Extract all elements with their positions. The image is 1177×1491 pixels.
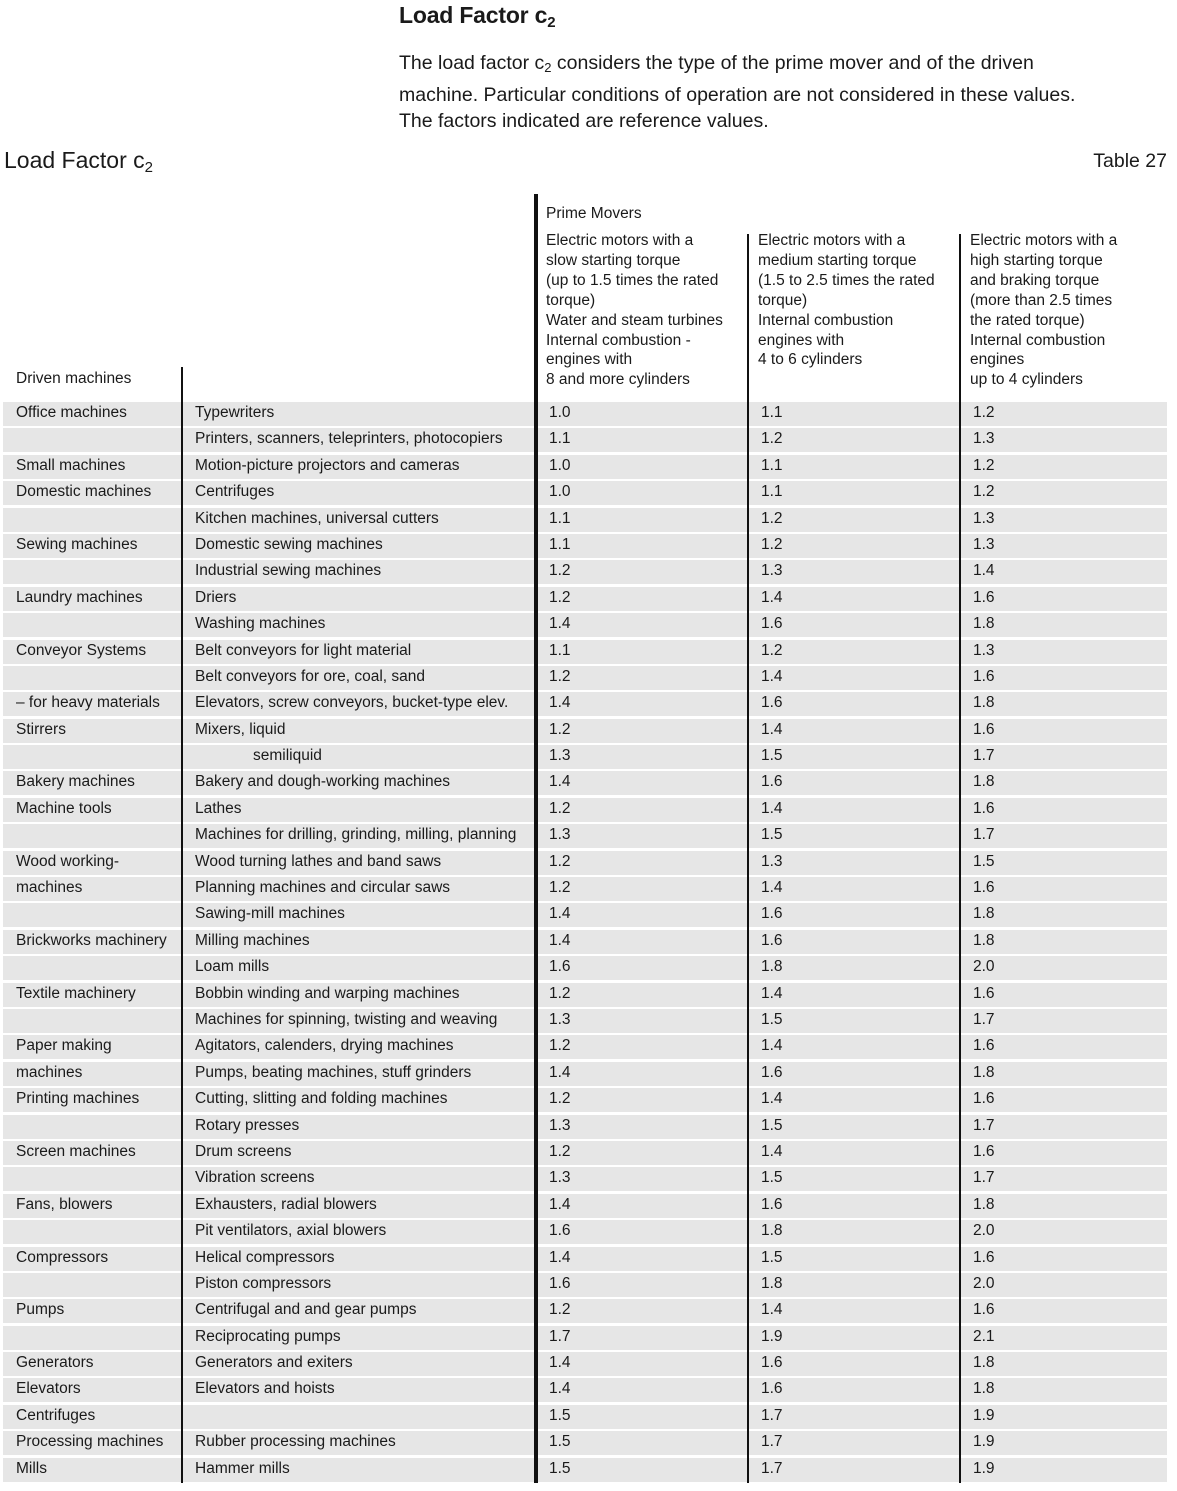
- factor-cell-3: 2.0: [973, 958, 995, 976]
- factor-cell-3: 1.8: [973, 1354, 995, 1372]
- factor-cell-1: 1.4: [549, 1380, 571, 1398]
- factor-cell-2: 1.8: [761, 1274, 783, 1292]
- table-row: [3, 719, 1167, 745]
- machine-cell: Loam mills: [195, 958, 270, 976]
- machine-cell: Lathes: [195, 799, 242, 817]
- factor-cell-3: 1.6: [973, 1248, 995, 1266]
- header-col1-line: Internal combustion -: [546, 331, 691, 349]
- table-row: [3, 1299, 1167, 1325]
- table-row: [3, 1458, 1167, 1484]
- factor-cell-3: 1.8: [973, 931, 995, 949]
- factor-cell-1: 1.1: [549, 641, 571, 659]
- category-cell: – for heavy materials: [16, 694, 160, 712]
- category-cell: Fans, blowers: [16, 1195, 113, 1213]
- machine-cell: Reciprocating pumps: [195, 1327, 341, 1345]
- factor-cell-2: 1.7: [761, 1459, 783, 1477]
- machine-cell: Helical compressors: [195, 1248, 335, 1266]
- machine-cell: Bakery and dough-working machines: [195, 773, 451, 791]
- factor-cell-2: 1.5: [761, 747, 783, 765]
- table-row: [3, 587, 1167, 613]
- category-cell: Domestic machines: [16, 483, 152, 501]
- factor-cell-1: 1.4: [549, 931, 571, 949]
- category-cell: Brickworks machinery: [16, 931, 167, 949]
- section-title-subscript: 2: [547, 14, 556, 31]
- factor-cell-2: 1.5: [761, 1169, 783, 1187]
- table-row: [3, 930, 1167, 956]
- factor-cell-1: 1.1: [549, 535, 571, 553]
- factor-cell-3: 1.3: [973, 535, 995, 553]
- category-cell: Screen machines: [16, 1142, 136, 1160]
- factor-cell-2: 1.4: [761, 1301, 783, 1319]
- factor-cell-3: 1.8: [973, 773, 995, 791]
- category-cell: Sewing machines: [16, 535, 138, 553]
- factor-cell-2: 1.3: [761, 562, 783, 580]
- factor-cell-2: 1.2: [761, 641, 783, 659]
- factor-cell-3: 1.7: [973, 1116, 995, 1134]
- factor-cell-1: 1.4: [549, 1354, 571, 1372]
- factor-cell-1: 1.3: [549, 1116, 571, 1134]
- factor-cell-3: 1.6: [973, 1301, 995, 1319]
- category-cell: Stirrers: [16, 720, 66, 738]
- factor-cell-3: 1.8: [973, 694, 995, 712]
- header-col3-line: engines: [970, 351, 1025, 369]
- intro-line-1-subscript: 2: [544, 60, 552, 75]
- table-body: [3, 402, 1167, 1484]
- factor-cell-3: 1.6: [973, 1090, 995, 1108]
- factor-cell-3: 1.6: [973, 984, 995, 1002]
- factor-cell-3: 1.9: [973, 1406, 995, 1424]
- header-col1-line: torque): [546, 291, 596, 309]
- factor-cell-2: 1.6: [761, 773, 783, 791]
- factor-cell-1: 1.2: [549, 1037, 571, 1055]
- machine-cell: Sawing-mill machines: [195, 905, 345, 923]
- category-cell: Elevators: [16, 1380, 81, 1398]
- factor-cell-2: 1.4: [761, 667, 783, 685]
- factor-cell-2: 1.4: [761, 720, 783, 738]
- factor-cell-2: 1.6: [761, 1380, 783, 1398]
- factor-cell-2: 1.2: [761, 535, 783, 553]
- factor-cell-3: 1.6: [973, 588, 995, 606]
- factor-cell-3: 2.1: [973, 1327, 995, 1345]
- factor-cell-1: 1.7: [549, 1327, 571, 1345]
- factor-cell-3: 1.6: [973, 720, 995, 738]
- table-row: [3, 481, 1167, 507]
- factor-cell-2: 1.1: [761, 483, 783, 501]
- machine-cell: Centrifugal and and gear pumps: [195, 1301, 417, 1319]
- factor-cell-1: 1.0: [549, 456, 571, 474]
- factor-cell-3: 1.7: [973, 826, 995, 844]
- factor-cell-2: 1.9: [761, 1327, 783, 1345]
- factor-cell-3: 1.7: [973, 747, 995, 765]
- machine-cell: Driers: [195, 588, 237, 606]
- category-cell: Mills: [16, 1459, 47, 1477]
- intro-line-1b: considers the type of the prime mover and of the driven: [551, 52, 1034, 74]
- factor-cell-1: 1.2: [549, 720, 571, 738]
- factor-cell-1: 1.2: [549, 1142, 571, 1160]
- intro-line-1a: The load factor c: [399, 52, 545, 74]
- factor-cell-3: 1.2: [973, 483, 995, 501]
- table-row: [3, 1035, 1167, 1061]
- category-cell: Laundry machines: [16, 588, 143, 606]
- machine-cell: Mixers, liquid: [195, 720, 286, 738]
- table-row: [3, 692, 1167, 718]
- factor-cell-1: 1.4: [549, 773, 571, 791]
- category-cell: Pumps: [16, 1301, 65, 1319]
- category-cell: machines: [16, 1063, 83, 1081]
- factor-cell-2: 1.4: [761, 1142, 783, 1160]
- section-title-text: Load Factor c: [399, 2, 548, 28]
- divider-col3: [959, 234, 961, 1483]
- category-cell: Small machines: [16, 456, 126, 474]
- intro-line-3: The factors indicated are reference values.: [399, 110, 769, 132]
- table-row: [3, 1405, 1167, 1431]
- machine-cell: Hammer mills: [195, 1459, 290, 1477]
- table-row: [3, 508, 1167, 534]
- factor-cell-1: 1.4: [549, 615, 571, 633]
- factor-cell-3: 1.6: [973, 1142, 995, 1160]
- machine-cell: semiliquid: [253, 747, 322, 765]
- factor-cell-3: 1.8: [973, 615, 995, 633]
- factor-cell-2: 1.1: [761, 404, 783, 421]
- machine-cell: Agitators, calenders, drying machines: [195, 1037, 454, 1055]
- table-row: [3, 455, 1167, 481]
- table-number: Table 27: [1093, 150, 1167, 172]
- factor-cell-1: 1.4: [549, 694, 571, 712]
- factor-cell-2: 1.4: [761, 799, 783, 817]
- header-col3-line: high starting torque: [970, 251, 1103, 269]
- factor-cell-3: 1.6: [973, 667, 995, 685]
- table-row: [3, 1088, 1167, 1114]
- factor-cell-1: 1.6: [549, 1222, 571, 1240]
- divider-category: [181, 367, 183, 1483]
- category-cell: Machine tools: [16, 799, 112, 817]
- machine-cell: Washing machines: [195, 615, 326, 633]
- machine-cell: Machines for drilling, grinding, milling, planning: [195, 826, 517, 844]
- table-row: [3, 1378, 1167, 1404]
- factor-cell-1: 1.2: [549, 1301, 571, 1319]
- factor-cell-1: 1.2: [549, 667, 571, 685]
- factor-cell-2: 1.4: [761, 588, 783, 606]
- table-row: [3, 1431, 1167, 1457]
- factor-cell-1: 1.4: [549, 905, 571, 923]
- divider-prime-movers: [534, 194, 538, 1483]
- machine-cell: Belt conveyors for light material: [195, 641, 412, 659]
- machine-cell: Kitchen machines, universal cutters: [195, 509, 439, 527]
- header-prime-movers: Prime Movers: [546, 205, 642, 222]
- factor-cell-1: 1.3: [549, 747, 571, 765]
- table-row: [3, 613, 1167, 639]
- machine-cell: Piston compressors: [195, 1274, 332, 1292]
- category-cell: Bakery machines: [16, 773, 135, 791]
- category-cell: Office machines: [16, 404, 127, 421]
- category-cell: Centrifuges: [16, 1406, 96, 1424]
- factor-cell-3: 1.7: [973, 1010, 995, 1028]
- factor-cell-1: 1.1: [549, 430, 571, 448]
- header-col1-line: slow starting torque: [546, 251, 681, 269]
- machine-cell: Elevators, screw conveyors, bucket-type elev.: [195, 694, 509, 712]
- factor-cell-1: 1.5: [549, 1406, 571, 1424]
- factor-cell-2: 1.4: [761, 879, 783, 897]
- machine-cell: Elevators and hoists: [195, 1380, 335, 1398]
- factor-cell-2: 1.2: [761, 430, 783, 448]
- intro-section: [399, 0, 1169, 135]
- table-row: [3, 983, 1167, 1009]
- factor-cell-3: 1.9: [973, 1459, 995, 1477]
- factor-cell-3: 1.6: [973, 1037, 995, 1055]
- machine-cell: Bobbin winding and warping machines: [195, 984, 460, 1002]
- header-col3-line: Internal combustion: [970, 331, 1106, 349]
- machine-cell: Drum screens: [195, 1142, 292, 1160]
- machine-cell: Machines for spinning, twisting and weaving: [195, 1010, 498, 1028]
- factor-cell-2: 1.7: [761, 1433, 783, 1451]
- factor-cell-2: 1.7: [761, 1406, 783, 1424]
- factor-cell-3: 1.3: [973, 430, 995, 448]
- table-row: [3, 640, 1167, 666]
- factor-cell-1: 1.4: [549, 1063, 571, 1081]
- factor-cell-1: 1.2: [549, 879, 571, 897]
- machine-cell: Belt conveyors for ore, coal, sand: [195, 667, 426, 685]
- header-driven-machines: Driven machines: [16, 370, 132, 387]
- header-col1-line: 8 and more cylinders: [546, 371, 690, 389]
- header-col1-line: (up to 1.5 times the rated: [546, 271, 719, 289]
- factor-cell-1: 1.2: [549, 1090, 571, 1108]
- factor-cell-1: 1.2: [549, 799, 571, 817]
- category-cell: Paper making: [16, 1037, 112, 1055]
- factor-cell-2: 1.8: [761, 958, 783, 976]
- factor-cell-1: 1.6: [549, 958, 571, 976]
- table-row: [3, 1115, 1167, 1141]
- header-col2-line: (1.5 to 2.5 times the rated: [758, 271, 935, 289]
- header-col3-line: (more than 2.5 times: [970, 291, 1113, 309]
- table-row: [3, 402, 1167, 428]
- factor-cell-3: 1.8: [973, 1063, 995, 1081]
- table-caption-title: [4, 144, 153, 184]
- factor-cell-2: 1.4: [761, 984, 783, 1002]
- factor-cell-3: 1.2: [973, 456, 995, 474]
- intro-paragraph: [399, 50, 1169, 135]
- table-row: [3, 1326, 1167, 1352]
- factor-cell-3: 1.6: [973, 799, 995, 817]
- factor-cell-1: 1.5: [549, 1433, 571, 1451]
- category-cell: machines: [16, 879, 83, 897]
- factor-cell-2: 1.1: [761, 456, 783, 474]
- header-column-medium-torque: [758, 231, 963, 370]
- machine-cell: Wood turning lathes and band saws: [195, 852, 442, 870]
- factor-cell-1: 1.4: [549, 1248, 571, 1266]
- factor-cell-2: 1.4: [761, 1037, 783, 1055]
- factor-cell-2: 1.3: [761, 852, 783, 870]
- table-row: [3, 560, 1167, 586]
- factor-cell-1: 1.3: [549, 1010, 571, 1028]
- header-col2-line: Internal combustion: [758, 311, 894, 329]
- intro-line-2: machine. Particular conditions of operation are not considered in these values.: [399, 83, 1076, 106]
- header-col3-line: and braking torque: [970, 271, 1100, 289]
- table-row: [3, 1220, 1167, 1246]
- machine-cell: Rotary presses: [195, 1116, 300, 1134]
- machine-cell: Milling machines: [195, 931, 310, 949]
- factor-cell-2: 1.8: [761, 1222, 783, 1240]
- table-row: [3, 1062, 1167, 1088]
- factor-cell-1: 1.3: [549, 1169, 571, 1187]
- category-cell: Wood working-: [16, 852, 120, 870]
- table-row: [3, 1273, 1167, 1299]
- factor-cell-2: 1.5: [761, 826, 783, 844]
- header-column-high-torque: [970, 231, 1175, 390]
- factor-cell-3: 1.3: [973, 641, 995, 659]
- factor-cell-2: 1.6: [761, 931, 783, 949]
- section-title: [399, 0, 1169, 38]
- machine-cell: Generators and exiters: [195, 1354, 353, 1372]
- table-row: [3, 903, 1167, 929]
- factor-cell-1: 1.0: [549, 404, 571, 421]
- header-col2-line: 4 to 6 cylinders: [758, 351, 863, 369]
- factor-cell-2: 1.5: [761, 1116, 783, 1134]
- header-col3-line: Electric motors with a: [970, 232, 1118, 249]
- table-row: [3, 666, 1167, 692]
- factor-cell-2: 1.6: [761, 1354, 783, 1372]
- factor-cell-3: 1.7: [973, 1169, 995, 1187]
- factor-cell-1: 1.2: [549, 984, 571, 1002]
- factor-cell-2: 1.6: [761, 905, 783, 923]
- divider-col2: [747, 234, 749, 1483]
- factor-cell-1: 1.6: [549, 1274, 571, 1292]
- machine-cell: Industrial sewing machines: [195, 562, 382, 580]
- factor-cell-2: 1.6: [761, 694, 783, 712]
- machine-cell: Motion-picture projectors and cameras: [195, 456, 460, 474]
- factor-cell-3: 1.3: [973, 509, 995, 527]
- factor-cell-1: 1.5: [549, 1459, 571, 1477]
- factor-cell-2: 1.5: [761, 1248, 783, 1266]
- table-caption-subscript: 2: [144, 159, 153, 176]
- machine-cell: Centrifuges: [195, 483, 275, 501]
- header-col2-line: Electric motors with a: [758, 232, 906, 249]
- category-cell: Printing machines: [16, 1090, 140, 1108]
- table-row: [3, 877, 1167, 903]
- table-row: [3, 534, 1167, 560]
- machine-cell: Pumps, beating machines, stuff grinders: [195, 1063, 472, 1081]
- factor-cell-3: 1.4: [973, 562, 995, 580]
- factor-cell-2: 1.4: [761, 1090, 783, 1108]
- machine-cell: Domestic sewing machines: [195, 535, 383, 553]
- table-row: [3, 798, 1167, 824]
- table-row: [3, 1167, 1167, 1193]
- table-row: [3, 956, 1167, 982]
- table-row: [3, 824, 1167, 850]
- factor-cell-1: 1.2: [549, 562, 571, 580]
- factor-cell-2: 1.6: [761, 615, 783, 633]
- factor-cell-3: 1.8: [973, 1195, 995, 1213]
- table-row: [3, 428, 1167, 454]
- machine-cell: Printers, scanners, teleprinters, photocopiers: [195, 430, 503, 448]
- intro-line-1: [399, 50, 1169, 82]
- category-cell: Conveyor Systems: [16, 641, 147, 659]
- machine-cell: Cutting, slitting and folding machines: [195, 1090, 448, 1108]
- header-col1-line: engines with: [546, 351, 633, 369]
- machine-cell: Pit ventilators, axial blowers: [195, 1222, 387, 1240]
- factor-cell-3: 1.8: [973, 905, 995, 923]
- table-row: [3, 1352, 1167, 1378]
- factor-cell-1: 1.4: [549, 1195, 571, 1213]
- header-col3-line: up to 4 cylinders: [970, 371, 1083, 389]
- factor-cell-3: 1.9: [973, 1433, 995, 1451]
- table-caption-title-text: Load Factor c: [4, 147, 145, 173]
- factor-cell-1: 1.2: [549, 852, 571, 870]
- category-cell: Compressors: [16, 1248, 109, 1266]
- machine-cell: Rubber processing machines: [195, 1433, 396, 1451]
- header-col1-line: Water and steam turbines: [546, 311, 723, 329]
- table-row: [3, 771, 1167, 797]
- factor-cell-1: 1.1: [549, 509, 571, 527]
- factor-cell-2: 1.6: [761, 1063, 783, 1081]
- machine-cell: Vibration screens: [195, 1169, 315, 1187]
- factor-cell-3: 1.2: [973, 404, 995, 421]
- table-row: [3, 1009, 1167, 1035]
- table-row: [3, 1141, 1167, 1167]
- factor-cell-3: 2.0: [973, 1274, 995, 1292]
- machine-cell: Exhausters, radial blowers: [195, 1195, 377, 1213]
- factor-cell-1: 1.2: [549, 588, 571, 606]
- table-row: [3, 1247, 1167, 1273]
- factor-cell-3: 2.0: [973, 1222, 995, 1240]
- machine-cell: Planning machines and circular saws: [195, 879, 451, 897]
- machine-cell: Typewriters: [195, 404, 275, 421]
- category-cell: Generators: [16, 1354, 94, 1372]
- factor-cell-3: 1.8: [973, 1380, 995, 1398]
- header-col2-line: medium starting torque: [758, 251, 917, 269]
- table-row: [3, 1194, 1167, 1220]
- header-column-slow-torque: [546, 231, 751, 390]
- header-col3-line: the rated torque): [970, 311, 1085, 329]
- header-col2-line: engines with: [758, 331, 845, 349]
- factor-cell-2: 1.5: [761, 1010, 783, 1028]
- category-cell: Processing machines: [16, 1433, 164, 1451]
- factor-cell-1: 1.3: [549, 826, 571, 844]
- factor-cell-3: 1.6: [973, 879, 995, 897]
- header-col2-line: torque): [758, 291, 808, 309]
- category-cell: Textile machinery: [16, 984, 136, 1002]
- table-row: [3, 851, 1167, 877]
- table-row: [3, 745, 1167, 771]
- factor-cell-3: 1.5: [973, 852, 995, 870]
- factor-cell-2: 1.2: [761, 509, 783, 527]
- factor-cell-1: 1.0: [549, 483, 571, 501]
- header-col1-line: Electric motors with a: [546, 232, 694, 249]
- factor-cell-2: 1.6: [761, 1195, 783, 1213]
